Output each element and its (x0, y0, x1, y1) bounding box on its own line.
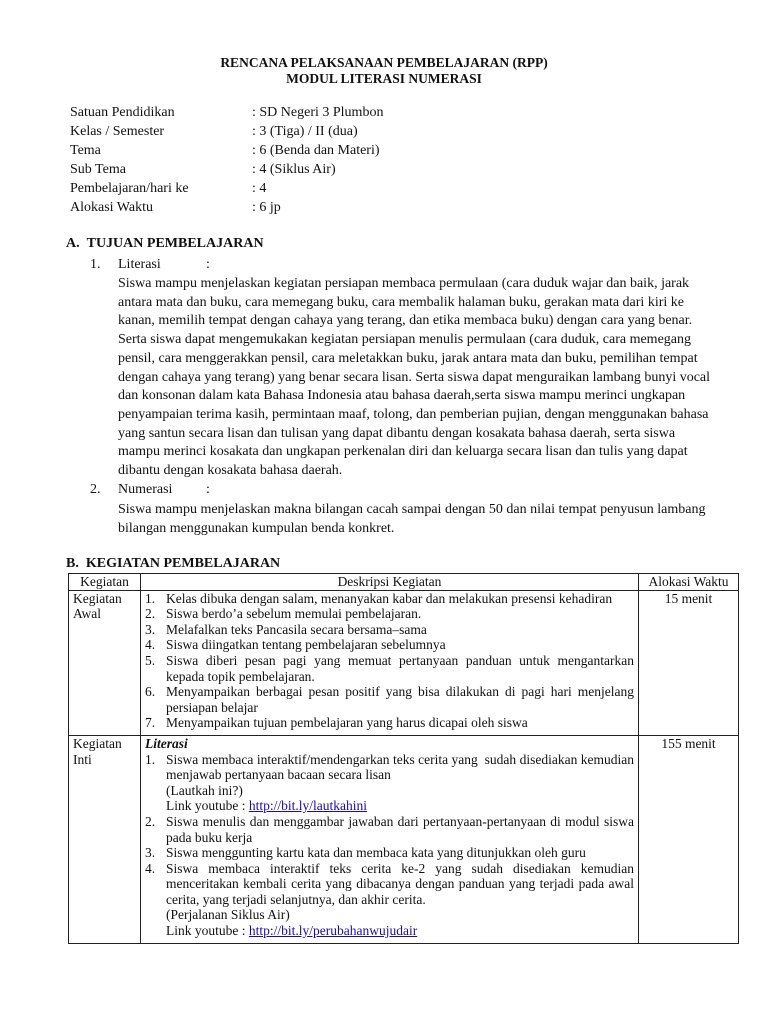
identity-label: Tema (70, 143, 101, 158)
identity-value: : 6 (Benda dan Materi) (252, 143, 380, 158)
link-label: Link youtube : (166, 923, 249, 939)
identity-label: Pembelajaran/hari ke (70, 181, 189, 196)
objective-colon: : (206, 482, 210, 497)
column-header: Kegiatan (69, 574, 141, 591)
activity-label: Kegiatan Awal (69, 590, 141, 735)
section-b-heading: B. KEGIATAN PEMBELAJARAN (66, 556, 281, 571)
list-item: 2. Siswa berdo’a sebelum memulai pembelajaran. (145, 606, 422, 622)
time-allocation: 15 menit (639, 590, 739, 735)
list-number: 1. (90, 257, 101, 272)
table-header-row (69, 574, 739, 591)
list-item: 4. Siswa membaca interaktif teks cerita ke-2 yang sudah disediakan kemudian menceritakan kembali cerita yang dibacanya dengan panduan yang terjadi pada awal cerita, yang terjadi selanjutnya, dan akhir cerita. (Perjalanan Siklus Air) Link youtube : http://bit.ly/perubahanwujudair (145, 860, 634, 939)
link-label: Link youtube : (166, 798, 249, 814)
youtube-link[interactable]: http://bit.ly/lautkahini (248, 798, 367, 814)
youtube-link[interactable]: http://bit.ly/perubahanwujudair (248, 923, 418, 939)
subsection-heading: Literasi (145, 735, 188, 751)
identity-value: : 3 (Tiga) / II (dua) (252, 124, 358, 139)
identity-label: Sub Tema (70, 162, 126, 177)
objective-text: Siswa mampu menjelaskan kegiatan persiapan membaca permulaan (cara duduk wajar dan baik, jarak antara mata dan buku, cara memegang buku, cara membalik halaman buku, gerakan mata dari kiri ke kanan, memilih tempat dengan cahaya yang terang, dan etika membaca buku) dengan cara yang benar. Serta siswa dapat mengemukakan kegiatan persiapan menulis permulaan (cara duduk, cara memegang pensil, cara menggerakkan pensil, cara meletakkan buku, jarak antara mata dan buku, pemilihan tempat dengan cahaya yang terang) yang benar secara lisan. Serta siswa dapat menguraikan lambang bunyi vocal dan konsonan dalam kata Bahasa Indonesia atau bahasa daerah,serta siswa mampu merinci ungkapan penyampaian terima kasih, permintaan maaf, tolong, dan pemberian pujian, dengan menggunakan bahasa yang santun secara lisan dan tulisan yang dapat dibantu dengan kosakata bahasa daerah, serta siswa mampu merinci kosakata dan ungkapan perkenalan diri dan keluarga secara lisan dan tulis yang dapat dibantu dengan kosakata bahasa daerah. (118, 276, 711, 479)
column-header: Alokasi Waktu (639, 574, 739, 591)
document-title: RENCANA PELAKSANAAN PEMBELAJARAN (RPP) (220, 55, 548, 70)
list-item: 3. Melafalkan teks Pancasila secara bersama–sama (145, 621, 427, 637)
identity-label: Kelas / Semester (70, 124, 165, 139)
table-row (69, 735, 739, 943)
time-allocation: 155 menit (639, 735, 739, 943)
list-item: 4. Siswa diingatkan tentang pembelajaran sebelumnya (145, 637, 446, 653)
activity-table (68, 573, 739, 944)
identity-value: : SD Negeri 3 Plumbon (252, 105, 384, 120)
list-number: 2. (90, 482, 101, 497)
list-item: 1. Siswa membaca interaktif/mendengarkan teks cerita yang sudah disediakan kemudian menjawab pertanyaan bacaan secara lisan (Lautkah ini?) Link youtube : http://bit.ly/lautkahini (145, 751, 634, 814)
identity-value: : 6 jp (252, 200, 281, 215)
list-item: 6. Menyampaikan berbagai pesan positif yang bisa dilakukan di pagi hari menjelang persiapan belajar (145, 684, 634, 715)
activity-label: Kegiatan Inti (69, 735, 141, 943)
story-title: (Lautkah ini?) (166, 782, 243, 798)
list-item: 3. Siswa menggunting kartu kata dan membaca kata yang ditunjukkan oleh guru (145, 845, 586, 861)
objective-label: Numerasi (118, 482, 173, 497)
section-a-heading: A. TUJUAN PEMBELAJARAN (66, 236, 264, 251)
list-item: 1. Kelas dibuka dengan salam, menanyakan kabar dan melakukan presensi kehadiran (145, 590, 613, 606)
list-item: 7. Menyampaikan tujuan pembelajaran yang harus dicapai oleh siswa (145, 715, 528, 731)
story-title: (Perjalanan Siklus Air) (166, 907, 290, 923)
table-row (69, 590, 739, 735)
objective-text: Siswa mampu menjelaskan makna bilangan cacah sampai dengan 50 dan nilai tempat penyusun lambang bilangan menggunakan kumpulan benda konkret. (118, 502, 706, 536)
identity-label: Satuan Pendidikan (70, 105, 175, 120)
list-item: 2. Siswa menulis dan menggambar jawaban dari pertanyaan-pertanyaan di modul siswa pada buku kerja (145, 813, 634, 845)
identity-value: : 4 (252, 181, 267, 196)
activity-description (141, 735, 639, 943)
list-item: 5. Siswa diberi pesan pagi yang memuat pertanyaan panduan untuk mengantarkan kepada topik pembelajaran. (145, 652, 634, 684)
identity-value: : 4 (Siklus Air) (252, 162, 336, 177)
activity-description (141, 590, 639, 735)
objective-label: Literasi (118, 257, 161, 272)
document-subtitle: MODUL LITERASI NUMERASI (286, 71, 482, 86)
objective-colon: : (206, 257, 210, 272)
identity-label: Alokasi Waktu (70, 200, 153, 215)
column-header: Deskripsi Kegiatan (141, 574, 639, 591)
